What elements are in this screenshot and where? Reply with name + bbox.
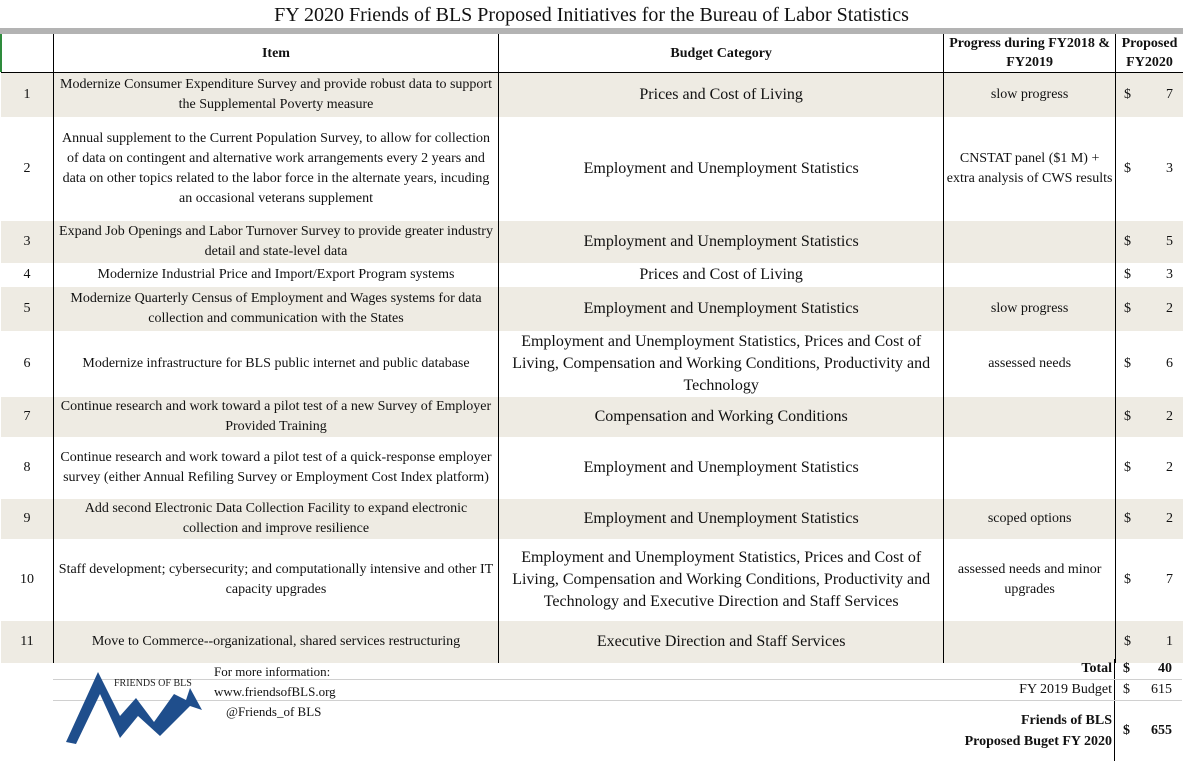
- total-label: Total: [943, 659, 1115, 680]
- row-currency: $: [1123, 634, 1131, 649]
- row-item: Staff development; cybersecurity; and computationally intensive and other IT capacity upgrades: [53, 539, 498, 621]
- row-category: Employment and Unemployment Statistics: [499, 221, 944, 263]
- proposed-label-line2: Proposed Buget FY 2020: [964, 733, 1112, 749]
- row-number: 2: [1, 117, 53, 221]
- table-row: [1, 397, 1183, 437]
- page-title: FY 2020 Friends of BLS Proposed Initiatives for the Bureau of Labor Statistics: [274, 4, 909, 26]
- fy2019-amount: [1115, 680, 1183, 701]
- row-amount-value: 5: [1166, 234, 1173, 249]
- row-amount: [1115, 621, 1183, 663]
- row-item: Modernize infrastructure for BLS public internet and public database: [53, 331, 498, 397]
- proposed-total-amount: [1115, 701, 1183, 761]
- row-number: 1: [1, 73, 53, 118]
- row-category: Prices and Cost of Living: [499, 263, 944, 287]
- row-amount-value: 2: [1166, 409, 1173, 424]
- row-progress: scoped options: [944, 499, 1116, 539]
- row-number: 5: [1, 287, 53, 331]
- row-category: Employment and Unemployment Statistics: [499, 117, 944, 221]
- row-currency: $: [1123, 511, 1131, 526]
- initiatives-table: [1, 34, 1183, 663]
- table-row: [1, 539, 1183, 621]
- row-progress: [944, 621, 1116, 663]
- row-amount-value: 2: [1166, 511, 1173, 526]
- row-item: Add second Electronic Data Collection Facility to expand electronic collection and improve resilience: [53, 499, 498, 539]
- row-currency: $: [1123, 87, 1131, 102]
- row-category: Executive Direction and Staff Services: [499, 621, 944, 663]
- row-number: 11: [1, 621, 53, 663]
- row-item: Continue research and work toward a pilot test of a new Survey of Employer Provided Training: [53, 397, 498, 437]
- row-amount-value: 6: [1166, 356, 1173, 371]
- twitter-handle[interactable]: @Friends_of BLS: [226, 704, 322, 719]
- row-category: Employment and Unemployment Statistics: [499, 437, 944, 499]
- row-item: Modernize Consumer Expenditure Survey and provide robust data to support the Supplemental Poverty measure: [53, 73, 498, 118]
- row-category: Employment and Unemployment Statistics: [499, 499, 944, 539]
- row-progress: slow progress: [944, 73, 1116, 118]
- row-currency: $: [1123, 301, 1131, 316]
- header-category: Budget Category: [499, 34, 944, 73]
- total-currency: $: [1123, 661, 1130, 676]
- row-amount: [1115, 287, 1183, 331]
- row-progress: [944, 437, 1116, 499]
- row-progress: assessed needs: [944, 331, 1116, 397]
- row-category: Compensation and Working Conditions: [499, 397, 944, 437]
- row-amount: [1115, 437, 1183, 499]
- row-category: Prices and Cost of Living: [499, 73, 944, 118]
- row-amount: [1115, 263, 1183, 287]
- proposed-total-label: [943, 701, 1115, 761]
- row-amount-value: 7: [1166, 87, 1173, 102]
- fy2019-label: FY 2019 Budget: [943, 680, 1115, 701]
- row-amount: [1115, 331, 1183, 397]
- row-item: Expand Job Openings and Labor Turnover Survey to provide greater industry detail and state-level data: [53, 221, 498, 263]
- table-row: [1, 73, 1183, 118]
- row-number: 4: [1, 263, 53, 287]
- row-number: 7: [1, 397, 53, 437]
- header-row: [1, 34, 1183, 73]
- row-category: Employment and Unemployment Statistics: [499, 287, 944, 331]
- row-item: Move to Commerce--organizational, shared services restructuring: [53, 621, 498, 663]
- proposed-currency: $: [1123, 722, 1130, 738]
- proposed-value: 655: [1151, 722, 1172, 738]
- table-row: [1, 437, 1183, 499]
- row-amount-value: 3: [1166, 161, 1173, 176]
- row-category: Employment and Unemployment Statistics, Prices and Cost of Living, Compensation and Working Conditions, Productivity and Technology and Executive Direction and Staff Services: [499, 539, 944, 621]
- table-row: [1, 221, 1183, 263]
- row-amount: [1115, 397, 1183, 437]
- row-category: Employment and Unemployment Statistics, Prices and Cost of Living, Compensation and Working Conditions, Productivity and Technology: [499, 331, 944, 397]
- table-row: [1, 287, 1183, 331]
- row-progress: [944, 263, 1116, 287]
- row-progress: [944, 397, 1116, 437]
- row-amount: [1115, 221, 1183, 263]
- row-currency: $: [1123, 234, 1131, 249]
- row-currency: $: [1123, 161, 1131, 176]
- row-item: Modernize Industrial Price and Import/Export Program systems: [53, 263, 498, 287]
- row-progress: assessed needs and minor upgrades: [944, 539, 1116, 621]
- row-amount-value: 3: [1166, 267, 1173, 282]
- row-number: 8: [1, 437, 53, 499]
- header-progress: Progress during FY2018 & FY2019: [944, 34, 1116, 73]
- row-number: 3: [1, 221, 53, 263]
- table-row: [1, 499, 1183, 539]
- row-item: Modernize Quarterly Census of Employment and Wages systems for data collection and communication with the States: [53, 287, 498, 331]
- table-row: [1, 621, 1183, 663]
- row-amount-value: 1: [1166, 634, 1173, 649]
- row-progress: CNSTAT panel ($1 M) + extra analysis of CWS results: [944, 117, 1116, 221]
- row-amount: [1115, 499, 1183, 539]
- logo-text: FRIENDS OF BLS: [114, 678, 192, 689]
- table-row: [1, 117, 1183, 221]
- row-number: 6: [1, 331, 53, 397]
- header-proposed: Proposed FY2020: [1115, 34, 1183, 73]
- row-currency: $: [1123, 572, 1131, 587]
- row-progress: [944, 221, 1116, 263]
- row-amount: [1115, 117, 1183, 221]
- row-number: 9: [1, 499, 53, 539]
- proposed-label-line1: Friends of BLS: [1020, 712, 1112, 728]
- row-item: Annual supplement to the Current Population Survey, to allow for collection of data on contingent and alternative work arrangements every 2 years and data on other topics related to the labor force in the alternate years, incuding an occasional veterans supplement: [53, 117, 498, 221]
- row-number: 10: [1, 539, 53, 621]
- row-amount-value: 2: [1166, 460, 1173, 475]
- contact-info: [214, 662, 336, 722]
- row-item: Continue research and work toward a pilot test of a quick-response employer survey (either Annual Refiling Survey or Employment Cost Index platform): [53, 437, 498, 499]
- fy2019-currency: $: [1123, 682, 1130, 697]
- row-currency: $: [1123, 356, 1131, 371]
- website-link[interactable]: www.friendsofBLS.org: [214, 684, 336, 699]
- fy2019-value: 615: [1151, 682, 1172, 697]
- total-amount: [1115, 659, 1183, 680]
- header-item: Item: [53, 34, 498, 73]
- row-amount-value: 2: [1166, 301, 1173, 316]
- header-num: [1, 34, 53, 73]
- row-currency: $: [1123, 460, 1131, 475]
- row-progress: slow progress: [944, 287, 1116, 331]
- row-currency: $: [1123, 409, 1131, 424]
- row-amount-value: 7: [1166, 572, 1173, 587]
- row-amount: [1115, 539, 1183, 621]
- table-row: [1, 331, 1183, 397]
- friends-of-bls-logo: [62, 664, 210, 746]
- row-currency: $: [1123, 267, 1131, 282]
- table-row: [1, 263, 1183, 287]
- row-amount: [1115, 73, 1183, 118]
- total-value: 40: [1158, 661, 1172, 676]
- info-label: For more information:: [214, 664, 331, 679]
